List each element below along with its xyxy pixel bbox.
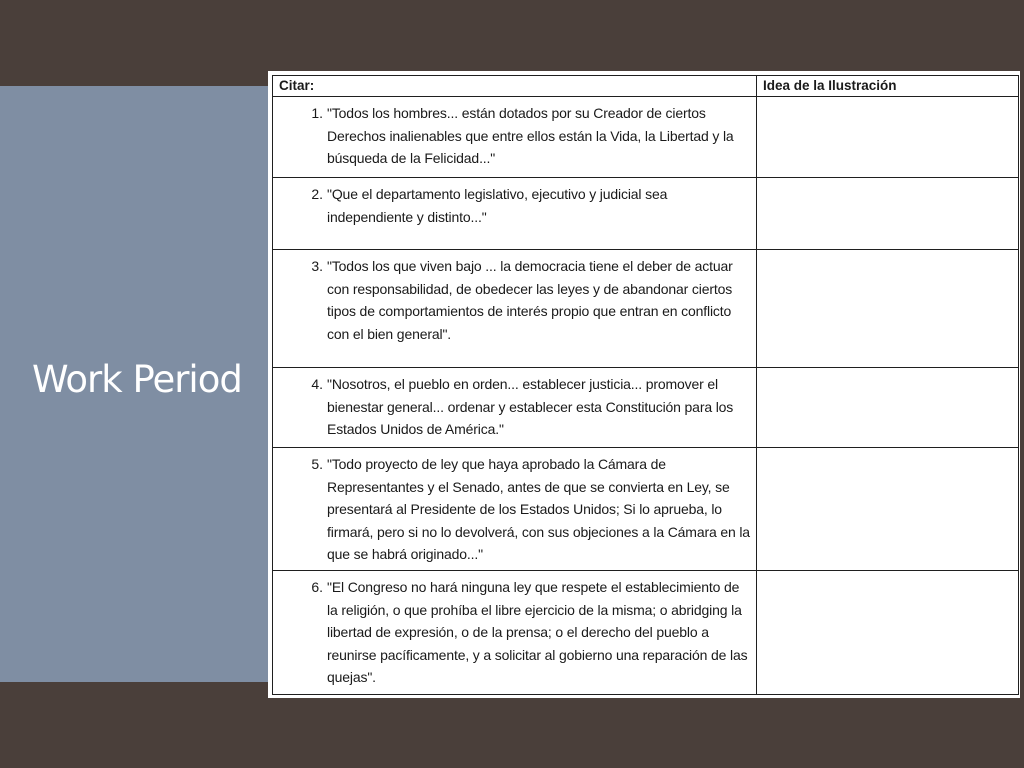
quote-table bbox=[272, 75, 1019, 695]
idea-cell[interactable] bbox=[757, 571, 1019, 695]
idea-cell[interactable] bbox=[757, 178, 1019, 250]
idea-cell[interactable] bbox=[757, 368, 1019, 448]
quote-text: "El Congreso no hará ninguna ley que respete el establecimiento de la religión, o que prohíba el libre ejercicio de la misma; o abridging la libertad de expresión, o de la prensa; o el derecho del pueblo a reunirse pacíficamente, y a solicitar al gobierno una reparación de las quejas". bbox=[327, 579, 748, 685]
quote-text: "Todos los hombres... están dotados por su Creador de ciertos Derechos inalienables que entre ellos están la Vida, la Libertad y la búsqueda de la Felicidad..." bbox=[327, 105, 734, 166]
quote-cell bbox=[273, 97, 757, 178]
table-row bbox=[273, 178, 1019, 250]
quote-text: "Que el departamento legislativo, ejecutivo y judicial sea independiente y distinto..." bbox=[327, 186, 668, 225]
row-number: 4. bbox=[311, 376, 323, 392]
slide-title: Work Period bbox=[32, 358, 242, 401]
table-row bbox=[273, 97, 1019, 178]
idea-cell[interactable] bbox=[757, 448, 1019, 571]
idea-cell[interactable] bbox=[757, 97, 1019, 178]
table-row bbox=[273, 368, 1019, 448]
row-number: 5. bbox=[311, 456, 323, 472]
table-row bbox=[273, 448, 1019, 571]
quote-cell bbox=[273, 448, 757, 571]
worksheet-image bbox=[268, 71, 1020, 698]
header-idea: Idea de la Ilustración bbox=[757, 76, 1019, 97]
quote-cell bbox=[273, 178, 757, 250]
row-number: 3. bbox=[311, 258, 323, 274]
table-row bbox=[273, 571, 1019, 695]
row-number: 1. bbox=[311, 105, 323, 121]
idea-cell[interactable] bbox=[757, 250, 1019, 368]
row-number: 2. bbox=[311, 186, 323, 202]
quote-text: "Todos los que viven bajo ... la democracia tiene el deber de actuar con responsabilidad, de obedecer las leyes y de abandonar ciertos tipos de comportamientos de interés propio que entran en conflicto con el bien general". bbox=[327, 258, 733, 342]
header-quote: Citar: bbox=[273, 76, 757, 97]
row-number: 6. bbox=[311, 579, 323, 595]
quote-cell bbox=[273, 368, 757, 448]
quote-text: "Nosotros, el pueblo en orden... establecer justicia... promover el bienestar general... ordenar y establecer esta Constitución para los Estados Unidos de América." bbox=[327, 376, 734, 437]
table-header-row bbox=[273, 76, 1019, 97]
table-row bbox=[273, 250, 1019, 368]
quote-cell bbox=[273, 571, 757, 695]
quote-text: "Todo proyecto de ley que haya aprobado la Cámara de Representantes y el Senado, antes de que se convierta en Ley, se presentará al Presidente de los Estados Unidos; Si lo aprueba, lo firmará, pero si no lo devolverá, con sus objeciones a la Cámara en la que se habrá originado..." bbox=[327, 456, 750, 562]
quote-cell bbox=[273, 250, 757, 368]
